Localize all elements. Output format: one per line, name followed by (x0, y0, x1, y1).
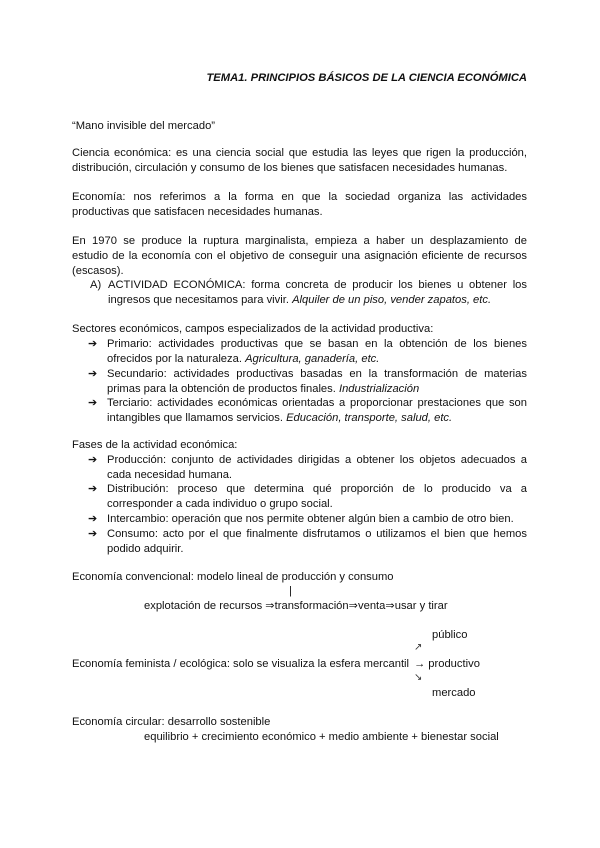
fase-item: Producción: conjunto de actividades dirigidas a obtener los objetos adecuados a cada necesidad humana. (107, 454, 527, 481)
label-mercado: mercado (432, 687, 476, 699)
actividad-text: ACTIVIDAD ECONÓMICA: forma concreta de producir los bienes u obtener los ingresos que necesitamos para vivir. (108, 279, 527, 306)
down-right-arrow-icon: ↘ (414, 672, 423, 683)
fases-heading: Fases de la actividad económica: (72, 439, 238, 451)
convencional-heading: Economía convencional: modelo lineal de producción y consumo (72, 571, 394, 583)
ruptura-paragraph: En 1970 se produce la ruptura marginalista, empieza a haber un desplazamiento de estudio de la economía con el objetivo de conseguir una asignación eficiente de recursos (escasos). (72, 235, 527, 277)
fase-item: Intercambio: operación que nos permite obtener algún bien a cambio de otro bien. (107, 513, 514, 525)
sector-examples: Educación, transporte, salud, etc. (286, 412, 453, 424)
arrow-bullet-icon: ➔ (88, 528, 98, 540)
sector-primario (107, 337, 527, 367)
vertical-bar: | (289, 585, 292, 597)
arrow-bullet-icon: ➔ (88, 454, 98, 466)
up-right-arrow-icon: ↗ (414, 642, 423, 653)
circular-heading: Economía circular: desarrollo sostenible (72, 716, 271, 728)
fase-item: Consumo: acto por el que finalmente disfrutamos o utilizamos el bien que hemos podido adquirir. (107, 528, 527, 555)
label-publico: público (432, 629, 468, 641)
sector-text: Terciario: actividades económicas orientadas a proporcionar prestaciones que son intangibles que llamamos servicios. (107, 397, 527, 424)
sector-terciario (107, 396, 527, 426)
arrow-bullet-icon: ➔ (88, 513, 98, 525)
arrow-bullet-icon: ➔ (88, 483, 98, 495)
arrow-bullet-icon: ➔ (88, 368, 98, 380)
actividad-paragraph (108, 278, 527, 308)
feminista-heading: Economía feminista / ecológica: solo se visualiza la esfera mercantil (72, 658, 410, 670)
label-productivo: → productivo (414, 658, 480, 670)
sector-examples: Agricultura, ganadería, etc. (245, 353, 380, 365)
arrow-bullet-icon: ➔ (88, 397, 98, 409)
fase-item: Distribución: proceso que determina qué proporción de lo producido va a corresponder a cada individuo o grupo social. (107, 483, 527, 510)
economia-paragraph: Economía: nos referimos a la forma en que la sociedad organiza las actividades productivas que satisfacen necesidades humanas. (72, 191, 527, 218)
arrow-bullet-icon: ➔ (88, 338, 98, 350)
sectores-heading: Sectores económicos, campos especializados de la actividad productiva: (72, 323, 434, 335)
actividad-marker: A) (90, 279, 102, 291)
page-title: TEMA1. PRINCIPIOS BÁSICOS DE LA CIENCIA ECONÓMICA (206, 72, 527, 84)
convencional-chain: explotación de recursos ⇒transformación⇒venta⇒usar y tirar (144, 600, 448, 612)
sector-text: Primario: actividades productivas que se basan en la obtención de los bienes ofrecidos por la naturaleza. (107, 338, 527, 365)
actividad-examples: Alquiler de un piso, vender zapatos, etc. (292, 294, 492, 306)
sector-examples: Industrialización (338, 383, 420, 395)
circular-formula: equilibrio + crecimiento económico + medio ambiente + bienestar social (144, 731, 499, 743)
sector-secundario (107, 367, 527, 397)
quote-line: “Mano invisible del mercado” (72, 120, 216, 132)
ciencia-paragraph: Ciencia económica: es una ciencia social que estudia las leyes que rigen la producción, distribución, circulación y consumo de los bienes que satisfacen necesidades humanas. (72, 147, 527, 174)
sector-text: Secundario: actividades productivas basadas en la transformación de materias primas para la obtención de productos finales. (107, 368, 527, 395)
